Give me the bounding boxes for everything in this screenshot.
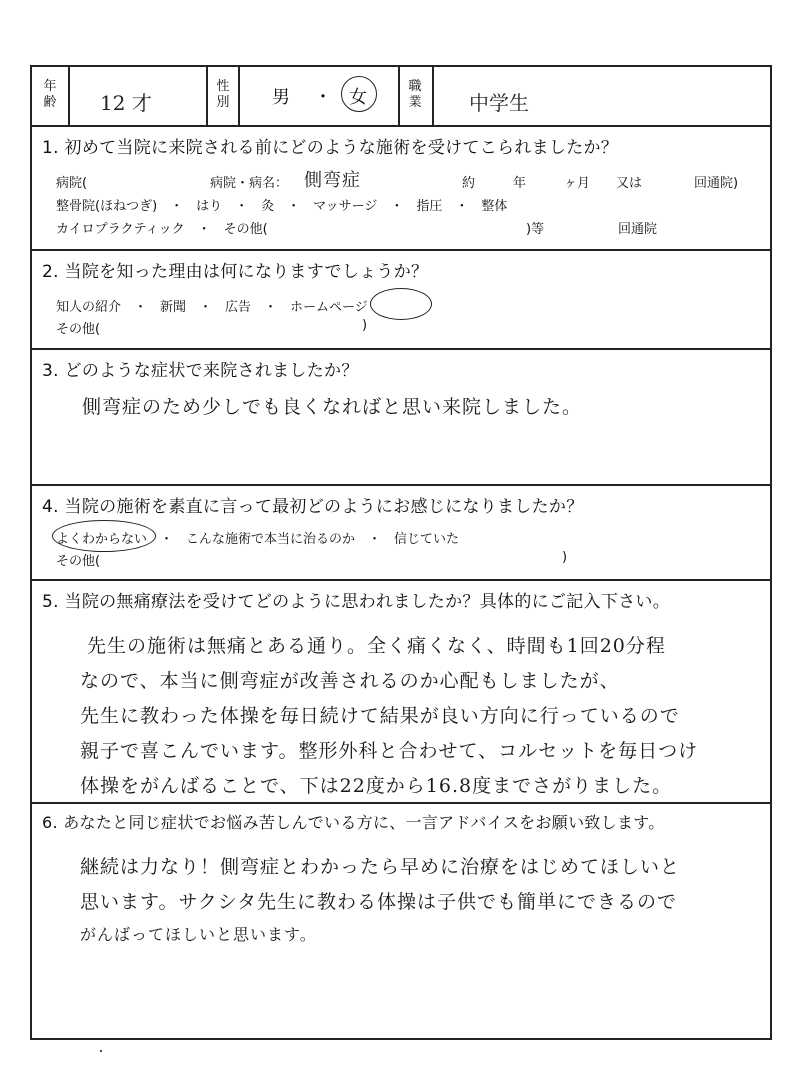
sex-label xyxy=(208,79,238,111)
job-label-2: 業 xyxy=(408,95,422,110)
age-value: 12 才 xyxy=(100,91,152,115)
divider xyxy=(238,67,240,125)
q1-visits-2: 回通院 xyxy=(618,222,658,237)
q5-answer-line: 先生に教わった体操を毎日続けて結果が良い方向に行っているので xyxy=(80,705,680,727)
q1-hospital: 病院( xyxy=(56,176,88,191)
header-row xyxy=(32,67,770,127)
q4-other-open: その他( xyxy=(56,554,101,569)
job-label-1: 職 xyxy=(408,79,422,94)
q1-approx: 約 xyxy=(462,176,476,191)
divider xyxy=(68,67,70,125)
job-value: 中学生 xyxy=(469,91,529,115)
q3-answer: 側弯症のため少しでも良くなればと思い来院しました。 xyxy=(82,396,583,418)
sex-female: 女 xyxy=(349,87,367,108)
section-3 xyxy=(32,348,770,486)
q2-other-close: ) xyxy=(362,318,368,333)
section-5 xyxy=(32,579,770,804)
q1-month: ヶ月 xyxy=(564,176,591,191)
section-6 xyxy=(32,802,770,1038)
q1-visits: 回通院) xyxy=(694,176,739,191)
sex-label-2: 別 xyxy=(216,95,230,110)
section-2 xyxy=(32,249,770,350)
question-5: 5. 当院の無痛療法を受けてどのように思われましたか？具体的にご記入下さい。 xyxy=(42,592,671,612)
divider xyxy=(432,67,434,125)
question-6: 6. あなたと同じ症状でお悩み苦しんでいる方に、一言アドバイスをお願い致します。 xyxy=(42,813,665,832)
q2-options: 知人の紹介 ・ 新聞 ・ 広告 ・ ホームページ xyxy=(56,300,368,315)
q4-other-close: ) xyxy=(562,550,568,565)
q1-year: 年 xyxy=(513,176,527,191)
q1-hospital-name-value: 側弯症 xyxy=(304,170,361,191)
q4-options: よくわからない ・ こんな施術で本当に治るのか ・ 信じていた xyxy=(56,532,460,547)
q6-answer-line: がんばってほしいと思います。 xyxy=(80,925,317,944)
section-1 xyxy=(32,125,770,251)
q5-answer-line: 体操をがんばることで、下は22度から16.8度までさがりました。 xyxy=(80,775,673,797)
q5-answer-line: 親子で喜こんでいます。整形外科と合わせて、コルセットを毎日つけ xyxy=(80,740,699,762)
q1-or: 又は xyxy=(616,176,643,191)
section-4 xyxy=(32,484,770,581)
q1-options-row3: カイロプラクティック ・ その他( xyxy=(56,222,268,237)
selection-circle xyxy=(52,520,156,552)
questionnaire-form xyxy=(30,65,772,1040)
q2-other-open: その他( xyxy=(56,322,101,337)
q5-answer-line: なので、本当に側弯症が改善されるのか心配もしましたが、 xyxy=(80,670,620,692)
q1-etc: )等 xyxy=(526,222,545,237)
q6-answer-line: 継続は力なり！側弯症とわかったら早めに治療をはじめてほしいと xyxy=(80,856,681,878)
q1-hospital-name-label: 病院・病名： xyxy=(210,176,289,191)
scan-speck xyxy=(100,1050,102,1052)
q6-answer-line: 思います。サクシタ先生に教わる体操は子供でも簡単にできるので xyxy=(80,891,677,913)
question-2: 2. 当院を知った理由は何になりますでしょうか？ xyxy=(42,262,429,282)
age-label-2: 齢 xyxy=(43,95,57,110)
q1-options-row2: 整骨院(ほねつぎ) ・ はり ・ 灸 ・ マッサージ ・ 指圧 ・ 整体 xyxy=(56,199,508,214)
sex-separator: ・ xyxy=(314,87,332,108)
q5-answer-line: 先生の施術は無痛とある通り。全く痛くなく、時間も1回20分程 xyxy=(87,635,666,657)
question-1: 1. 初めて当院に来院される前にどのような施術を受けてこられましたか？ xyxy=(42,138,619,158)
question-4: 4. 当院の施術を素直に言って最初どのようにお感じになりましたか？ xyxy=(42,497,584,517)
sex-male: 男 xyxy=(272,87,290,108)
job-label xyxy=(400,79,430,111)
age-label xyxy=(35,79,65,111)
selection-circle xyxy=(341,76,377,112)
age-label-1: 年 xyxy=(43,79,57,94)
selection-circle xyxy=(370,288,432,320)
question-3: 3. どのような症状で来院されましたか？ xyxy=(42,361,359,381)
sex-label-1: 性 xyxy=(216,79,230,94)
